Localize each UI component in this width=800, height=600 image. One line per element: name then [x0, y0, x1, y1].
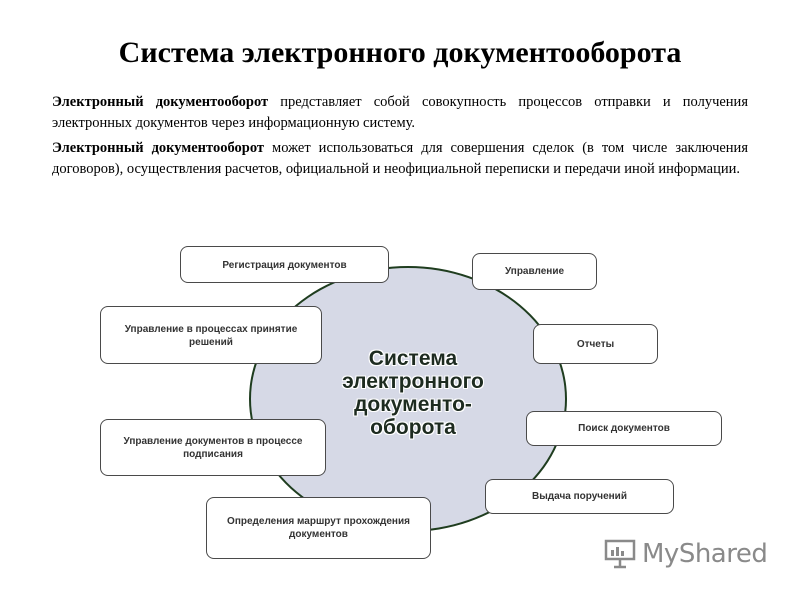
paragraph-2-term: Электронный документооборот: [52, 140, 265, 156]
paragraph-1: [52, 92, 748, 134]
node-management: Управление: [472, 253, 597, 290]
central-label: [318, 347, 508, 439]
node-routing: Определения маршрут прохождения документов: [206, 497, 431, 559]
myshared-logo: [604, 537, 767, 571]
paragraph-1-term: Электронный документооборот: [52, 94, 269, 110]
logo-text: MyShared: [642, 539, 768, 569]
node-signing-management: Управление документов в процессе подписания: [100, 419, 326, 476]
central-label-line-2: электронного: [342, 370, 484, 393]
paragraph-2-text: может использоваться для совершения сделок (в том числе заключения договоров), осуществления расчетов, официальной и неофициальной переписки и передачи иной информации.: [52, 140, 748, 177]
paragraph-2: [52, 138, 748, 180]
node-reports: Отчеты: [533, 324, 658, 364]
presentation-board-icon: [604, 539, 636, 569]
node-document-registration: Регистрация документов: [180, 246, 389, 283]
central-label-line-3: документо-: [354, 393, 472, 416]
paragraph-1-text: представляет собой совокупность процессов отправки и получения электронных документов через информационную систему.: [52, 94, 748, 131]
node-task-assignment: Выдача поручений: [485, 479, 674, 514]
node-decision-management: Управление в процессах принятие решений: [100, 306, 322, 364]
central-label-line-4: оборота: [370, 416, 456, 439]
slide-title: Система электронного документооборота: [118, 36, 682, 69]
central-label-line-1: Система: [368, 347, 458, 370]
node-document-search: Поиск документов: [526, 411, 722, 446]
